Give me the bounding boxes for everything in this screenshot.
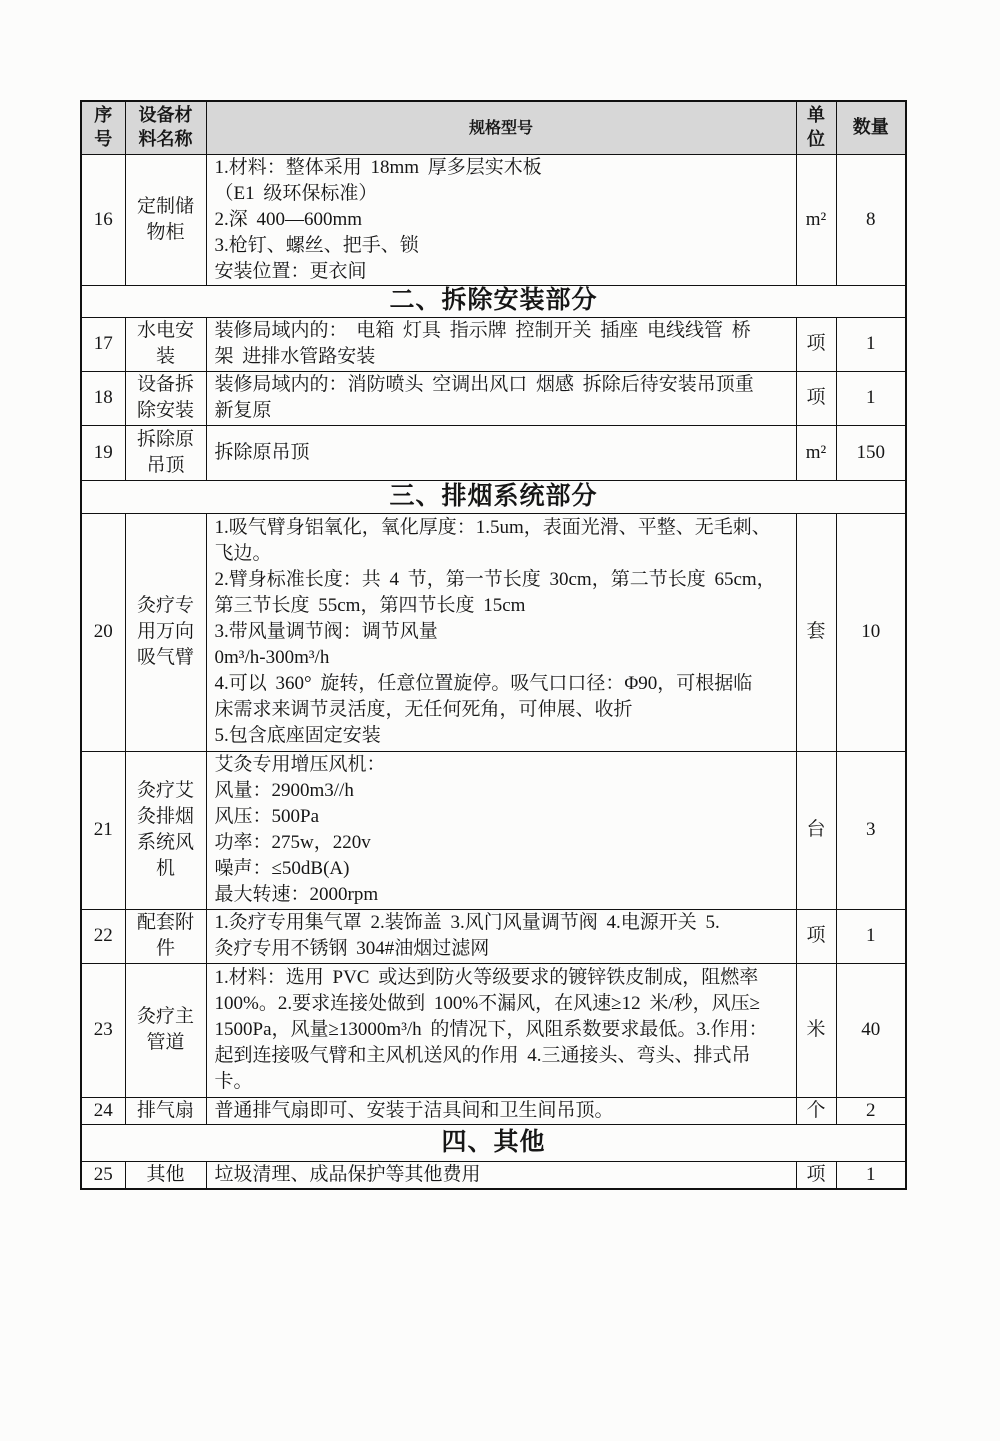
item-quantity: 10 [836,513,906,751]
spec-line: 噪声：≤50dB(A) [214,858,350,879]
spec-line: 床需求来调节灵活度，无任何死角，可伸展、收折 [214,699,633,720]
spec-line: 架 进排水管路安装 [214,346,376,367]
table-row [81,751,906,909]
item-unit: 米 [796,963,836,1097]
spec-line: 第三节长度 55cm，第四节长度 15cm [214,595,526,616]
item-name-line: 装 [155,346,175,367]
item-name-line: 灸排烟 [136,806,194,827]
section-row [81,285,906,317]
spec-line: 普通排气扇即可、安装于洁具间和卫生间吊顶。 [214,1099,614,1121]
item-number: 18 [81,371,125,425]
item-number: 20 [81,513,125,751]
header-unit [796,101,836,154]
item-name-line: 拆除原 [136,428,194,450]
item-spec [206,1097,796,1124]
item-name-line: 其他 [146,1163,185,1185]
item-spec [206,371,796,425]
table-row [81,154,906,285]
item-quantity: 1 [836,909,906,963]
table-row [81,963,906,1097]
spec-line: 新复原 [214,400,272,421]
spec-line: 拆除原吊顶 [214,441,310,463]
item-number: 25 [81,1161,125,1189]
item-name-line: 管道 [146,1032,185,1053]
item-unit: 项 [796,909,836,963]
item-spec [206,909,796,963]
item-number: 17 [81,317,125,371]
item-spec [206,317,796,371]
item-number: 21 [81,751,125,909]
item-name-line: 排气扇 [136,1099,194,1121]
table-row [81,317,906,371]
item-name-line: 系统风 [136,832,194,853]
header-name [125,101,206,154]
item-name [125,1097,206,1124]
spec-line: 3.带风量调节阀：调节风量 [214,621,438,642]
spec-line: 卡。 [214,1071,253,1092]
item-name [125,425,206,480]
spec-line: 装修局域内的：消防喷头 空调出风口 烟感 拆除后待安装吊顶重 [214,374,754,395]
item-quantity: 1 [836,1161,906,1189]
equipment-spec-table [80,100,907,1190]
item-name-line: 水电安 [136,320,194,341]
item-number: 16 [81,154,125,285]
spec-line: 风量：2900m3//h [214,780,354,801]
spec-line: 起到连接吸气臂和主风机送风的作用 4.三通接头、弯头、排式吊 [214,1045,751,1066]
spec-line: 飞边。 [214,543,272,564]
spec-line: 功率：275w，220v [214,832,371,853]
section-row [81,1124,906,1161]
item-name-line: 灸疗艾 [136,780,194,801]
item-unit: 台 [796,751,836,909]
item-spec [206,513,796,751]
item-name [125,1161,206,1189]
item-name-line: 除安装 [136,400,194,421]
item-unit: 项 [796,1161,836,1189]
item-name [125,963,206,1097]
item-quantity: 40 [836,963,906,1097]
item-name [125,909,206,963]
item-unit: 项 [796,317,836,371]
spec-line: （E1 级环保标准） [214,182,378,204]
spec-line: 安装位置：更衣间 [214,260,367,282]
spec-line: 4.可以 360° 旋转，任意位置旋停。吸气口口径：Φ90，可根据临 [214,673,753,694]
item-spec [206,154,796,285]
item-name-line: 用万向 [136,621,194,642]
item-name [125,317,206,371]
item-name-line: 灸疗主 [136,1006,194,1027]
header-number [81,101,125,154]
item-quantity: 3 [836,751,906,909]
spec-line: 风压：500Pa [214,806,320,827]
table-row [81,371,906,425]
spec-line: 2.臂身标准长度：共 4 节，第一节长度 30cm，第二节长度 65cm， [214,569,776,590]
item-name [125,371,206,425]
spec-line: 1.材料：选用 PVC 或达到防火等级要求的镀锌铁皮制成，阻燃率 [214,967,759,988]
table-row [81,909,906,963]
table-row [81,1161,906,1189]
item-number: 23 [81,963,125,1097]
header-name-line: 设备材 [138,104,193,126]
header-unit-line: 位 [807,128,825,150]
item-quantity: 1 [836,317,906,371]
item-name-line: 物柜 [146,221,185,243]
header-number-line: 号 [94,128,113,150]
spec-line: 垃圾清理、成品保护等其他费用 [214,1163,481,1185]
item-name-line: 设备拆 [136,374,194,395]
item-name-line: 配套附 [136,912,194,933]
section-title: 三、排烟系统部分 [81,480,906,513]
item-name [125,751,206,909]
spec-line: 1.灸疗专用集气罩 2.装饰盖 3.风门风量调节阀 4.电源开关 5. [214,912,720,933]
item-unit: 项 [796,371,836,425]
spec-line: 2.深 400—600mm [214,208,363,230]
item-name-line: 灸疗专 [136,595,194,616]
item-quantity: 150 [836,425,906,480]
header-number-line: 序 [94,104,113,126]
section-title: 二、拆除安装部分 [81,285,906,317]
item-unit: 个 [796,1097,836,1124]
table-row [81,513,906,751]
item-spec [206,1161,796,1189]
spec-line: 0m³/h-300m³/h [214,647,330,668]
item-spec [206,963,796,1097]
section-title: 四、其他 [81,1124,906,1161]
item-unit: m² [796,425,836,480]
item-name-line: 件 [155,938,175,959]
header-quantity: 数量 [836,101,906,154]
spec-line: 灸疗专用不锈钢 304#油烟过滤网 [214,938,490,959]
item-name [125,154,206,285]
item-spec [206,751,796,909]
item-name-line: 机 [155,858,175,879]
spec-line: 1.吸气臂身铝氧化，氧化厚度：1.5um，表面光滑、平整、无毛刺、 [214,517,771,538]
spec-line: 最大转速：2000rpm [214,884,379,905]
item-name-line: 吸气臂 [136,647,194,668]
item-quantity: 2 [836,1097,906,1124]
table-row [81,1097,906,1124]
spec-line: 5.包含底座固定安装 [214,725,381,746]
section-row [81,480,906,513]
item-name [125,513,206,751]
item-quantity: 8 [836,154,906,285]
spec-line: 艾灸专用增压风机： [214,754,386,775]
spec-line: 1.材料：整体采用 18mm 厚多层实木板 [214,156,542,178]
spec-line: 3.枪钉、螺丝、把手、锁 [214,234,419,256]
item-number: 22 [81,909,125,963]
header-name-line: 料名称 [138,128,193,150]
item-unit: m² [796,154,836,285]
item-name-line: 定制储 [136,195,194,217]
spec-line: 1500Pa，风量≥13000m³/h 的情况下，风阻系数要求最低。3.作用： [214,1019,768,1040]
item-number: 19 [81,425,125,480]
header-row [81,101,906,154]
item-number: 24 [81,1097,125,1124]
table-row [81,425,906,480]
header-spec: 规格型号 [206,101,796,154]
spec-line: 100%。2.要求连接处做到 100%不漏风，在风速≥12 米/秒，风压≥ [214,993,761,1014]
header-unit-line: 单 [807,104,825,126]
item-name-line: 吊顶 [146,454,185,476]
item-spec [206,425,796,480]
spec-line: 装修局域内的： 电箱 灯具 指示牌 控制开关 插座 电线线管 桥 [214,320,751,341]
item-unit: 套 [796,513,836,751]
item-quantity: 1 [836,371,906,425]
